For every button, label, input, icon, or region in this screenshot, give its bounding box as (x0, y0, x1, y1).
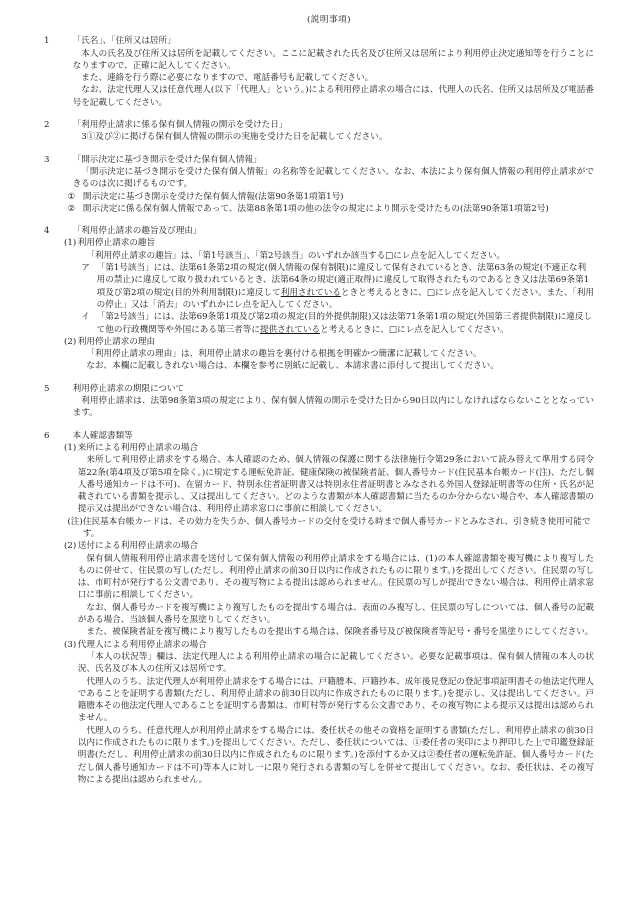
paragraph: なお、個人番号カードを複写機により複写したものを提出する場合は、表面のみ複写し、住民票の写しについては、個人番号の記載がある場合、当該個人番号を黒塗りしてください。 (77, 602, 594, 626)
paragraph: また、被保険者証を複写機により複写したものを提出する場合は、保険者番号及び被保険者等記号・番号を黒塗りにしてください。 (86, 627, 594, 638)
section-heading: 本人確認書類等 (72, 430, 133, 441)
section-6 (44, 430, 594, 787)
subsection-title: 送付による利用停止請求の場合 (77, 541, 199, 552)
section-number: 3 (44, 154, 50, 165)
section-heading: 「氏名」、「住所又は居所」 (72, 36, 176, 47)
subsection-marker: (3) (64, 639, 77, 650)
subsection-6-3 (64, 639, 594, 787)
section-heading: 利用停止請求の期限について (72, 383, 185, 394)
underlined-text: 提供されている (259, 324, 321, 335)
section-number: 5 (44, 383, 50, 394)
document-title: (説明事項) (306, 15, 352, 25)
subsection-4-1 (64, 237, 594, 335)
item-marker: ② (67, 203, 76, 214)
section-5 (44, 383, 594, 420)
paragraph: 「開示決定に基づき開示を受けた保有個人情報」の名称等を記載してください。なお、本法により保有個人情報の利用停止請求ができるのは次に掲げるものです。 (72, 166, 594, 190)
item-text: 「第2号該当」には、法第69条第1項及び第2項の規定(目的外提供制限)又は法第71条第1項の規定(外国第三者提供制限)に違反して他の行政機関等や外国にある第三者等に (96, 312, 593, 335)
list-item (64, 191, 594, 203)
section-1 (44, 35, 594, 109)
subsection-4-2 (64, 336, 594, 373)
paragraph: 保有個人情報利用停止請求書を送付して保有個人情報の利用停止請求をする場合には、(1)の本人確認書類を複写機により複写したものに併せて、住民票の写し(ただし、利用停止請求の前30日以内に作成されたものに限ります。)を提出してください。住民票の写しは、市町村が発行する公文書であり、その複写物による提出は認められません。住民票の写しが提出できない場合は、利用停止請求窓口に事前に相談してください。 (77, 553, 594, 601)
subsection-marker: (2) (64, 336, 77, 347)
subsection-marker: (1) (64, 238, 77, 249)
section-4 (44, 225, 594, 373)
paragraph: なお、本欄に記載しきれない場合は、本欄を参考に別紙に記載し、本請求書に添付して提出してください。 (86, 361, 499, 372)
item-marker: イ (81, 312, 90, 323)
underlined-text: 利用されている (280, 287, 341, 298)
subsection-6-1 (64, 442, 594, 516)
list-item (64, 203, 594, 215)
section-number: 4 (44, 226, 50, 237)
paragraph: 本人の氏名及び住所又は居所を記載してください。ここに記載された氏名及び住所又は居所により利用停止決定通知等を行うことになりますので、正確に記入してください。 (72, 48, 594, 71)
section-number: 6 (44, 430, 50, 441)
note-text: 住民基本台帳カードは、その効力を失うか、個人番号カードの交付を受ける時まで個人番号カードとみなされ、引き続き使用可能です。 (82, 516, 591, 539)
subsection-6-2 (64, 540, 594, 638)
item-text: 開示決定に基づき開示を受けた保有個人情報(法第90条第1項第1号) (82, 191, 344, 202)
subsection-marker: (2) (64, 541, 77, 552)
item-marker: ア (81, 263, 90, 274)
paragraph: 「利用停止請求の理由」は、利用停止請求の趣旨を裏付ける根拠を明確かつ簡潔に記載してください。 (86, 349, 482, 360)
item-text: ときと考えるときに、□にレ点を記入してください。また、「利用の停止」又は「消去」のいずれかにレ点を記入してください。 (96, 287, 594, 310)
paragraph: 来所して利用停止請求をする場合、本人確認のため、個人情報の保護に関する法律施行令第29条において読み替えて準用する同令第22条(第4項及び第5項を除く。)に規定する運転免許証、健康保険の被保険者証、個人番号カード(住民基本台帳カード(注)、ただし個人番号通知カードは不可)、在留カード、特別永住者証明書又は特別永住者証明書とみなされる外国人登録証明書等の住所・氏名が記載されている書類を提示し、又は提出してください。どのような書類が本人確認書類に当たるのか分からない場合や、本人確認書類の提示又は提出ができない場合は、利用停止請求窓口に事前に相談してください。 (77, 455, 594, 515)
paragraph: 代理人のうち、任意代理人が利用停止請求をする場合には、委任状その他その資格を証明する書類(ただし、利用停止請求の前30日以内に作成されたものに限ります。)を提出してください。ただし、委任状については、①委任者の実印により押印した上で印鑑登録証明書(ただし、利用停止請求の前30日以内に作成されたものに限ります。)を添付するか又は②委任者の運転免許証、個人番号カード(ただし個人番号通知カードは不可)等本人に対し一に限り発行される書類の写しを併せて提出してください。なお、委任状は、その複写物による提出は認められません。 (77, 725, 594, 785)
list-item-a (78, 262, 594, 311)
section-3 (44, 154, 594, 215)
note (64, 516, 594, 541)
paragraph: 「利用停止請求の趣旨」は、「第1号該当」、「第2号該当」のいずれか該当する□にレ点を記入してください。 (86, 250, 506, 261)
subsection-title: 利用停止請求の趣旨 (77, 238, 156, 249)
section-heading: 「利用停止請求に係る保有個人情報の開示を受けた日」 (72, 120, 288, 131)
section-number: 2 (44, 120, 50, 131)
list-item-i (78, 311, 594, 336)
section-number: 1 (44, 36, 50, 47)
paragraph: また、連絡を行う際に必要になりますので、電話番号も記載してください。 (81, 73, 374, 84)
section-2 (44, 119, 594, 144)
item-marker: ① (67, 191, 76, 202)
subsection-title: 来所による利用停止請求の場合 (77, 442, 199, 453)
subsection-marker: (1) (64, 442, 77, 453)
item-text: と考えるときに、□にレ点を記入してください。 (320, 324, 509, 335)
paragraph: 「本人の状況等」欄は、法定代理人による利用停止請求の場合に記載してください。必要な記載事項は、保有個人情報の本人の状況、氏名及び本人の住所又は居所です。 (77, 651, 594, 675)
paragraph: 利用停止請求は、法第98条第3項の規定により、保有個人情報の開示を受けた日から90日以内にしなければならないこととなっています。 (72, 396, 594, 419)
item-text: 開示決定に係る保有個人情報であって、法第88条第1項の他の法令の規定により開示を受けたもの(法第90条第1項第2号) (82, 203, 549, 214)
note-marker: (注) (67, 516, 83, 527)
section-heading: 「利用停止請求の趣旨及び理由」 (72, 226, 202, 237)
paragraph: 3①及び②に掲げる保有個人情報の開示の実施を受けた日を記載してください。 (81, 132, 388, 143)
item-text: 「第1号該当」には、法第61条第2項の規定(個人情報の保有制限)に違反して保有されているとき、法第63条の規定(不適正な利用の禁止)に違反して取り扱われているとき、法第64条の規定(適正取得)に違反して取得されたものであるとき又は法第69条第1項及び第2項の規定(目的外利用制限)に違反して (96, 263, 590, 298)
section-heading: 「開示決定に基づき開示を受けた保有個人情報」 (72, 154, 262, 165)
paragraph: なお、法定代理人又は任意代理人(以下「代理人」という。)による利用停止請求の場合には、代理人の氏名、住所又は居所及び電話番号を記載してください。 (72, 85, 594, 108)
subsection-title: 利用停止請求の理由 (77, 336, 156, 347)
subsection-title: 代理人による利用停止請求の場合 (77, 639, 207, 650)
paragraph: 代理人のうち、法定代理人が利用停止請求をする場合には、戸籍謄本、戸籍抄本、成年後見登記の登記事項証明書その他法定代理人であることを証明する書類(ただし、利用停止請求の前30日以内に作成されたものに限ります。)を提示し、又は提出してください。戸籍謄本その他法定代理人であることを証明する書類は、市町村等が発行する公文書であり、その複写物による提示又は提出は認められません。 (77, 676, 594, 724)
